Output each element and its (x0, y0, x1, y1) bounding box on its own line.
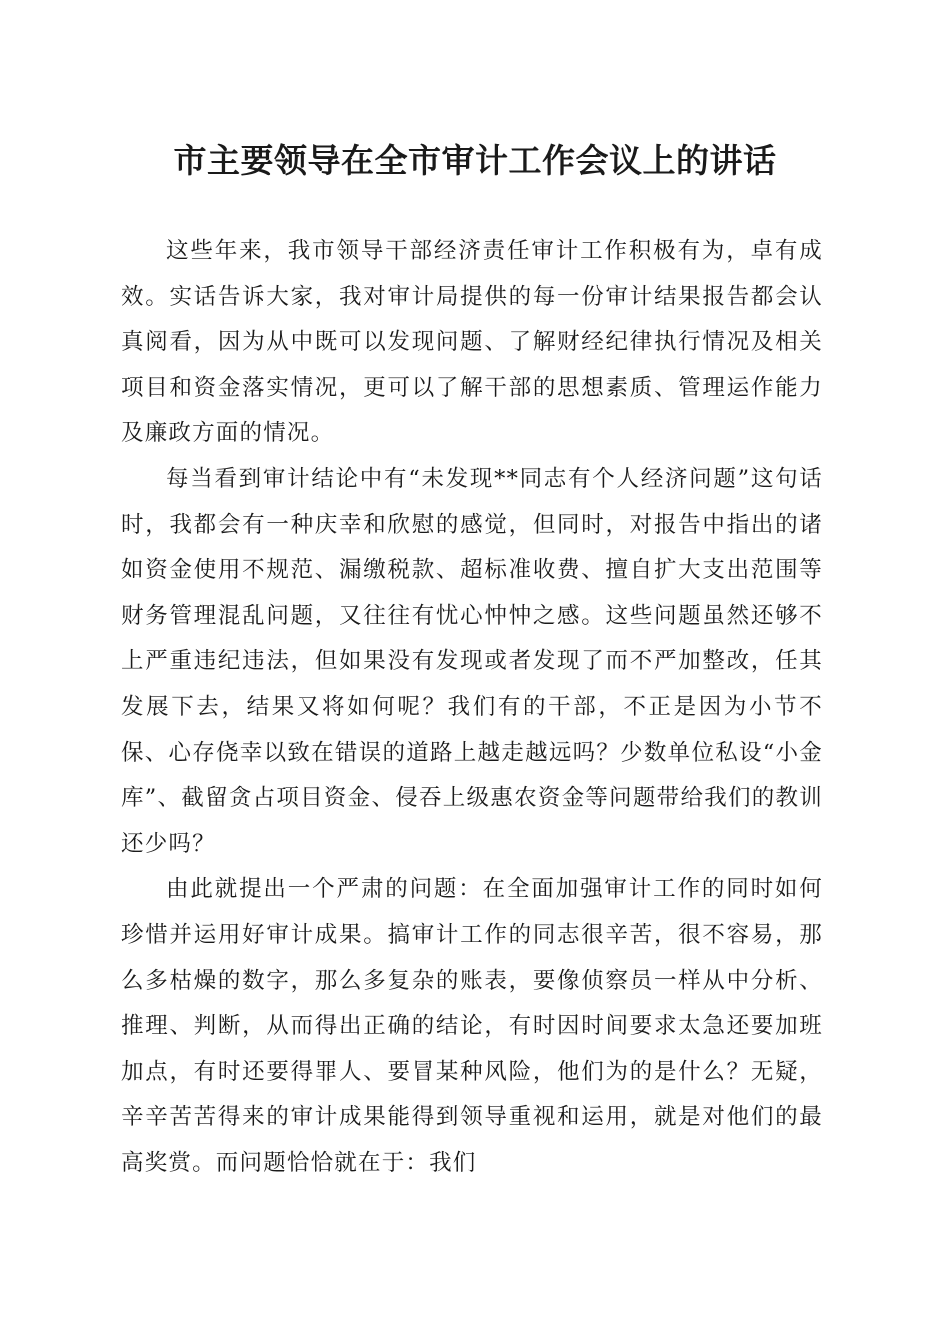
paragraph-1: 这些年来，我市领导干部经济责任审计工作积极有为，卓有成效。实话告诉大家，我对审计局提供的每一份审计结果报告都会认真阅看，因为从中既可以发现问题、了解财经纪律执行情况及相关项目和资金落实情况，更可以了解干部的思想素质、管理运作能力及廉政方面的情况。 (121, 238, 823, 447)
document-body (121, 229, 823, 1186)
paragraph-3: 由此就提出一个严肃的问题：在全面加强审计工作的同时如何珍惜并运用好审计成果。搞审计工作的同志很辛苦，很不容易，那么多枯燥的数字，那么多复杂的账表，要像侦察员一样从中分析、推理、判断，从而得出正确的结论，有时因时间要求太急还要加班加点，有时还要得罪人、要冒某种风险，他们为的是什么？无疑，辛辛苦苦得来的审计成果能得到领导重视和运用，就是对他们的最高奖赏。而问题恰恰就在于：我们 (121, 876, 823, 1176)
paragraph-2: 每当看到审计结论中有“未发现**同志有个人经济问题”这句话时，我都会有一种庆幸和欣慰的感觉，但同时，对报告中指出的诸如资金使用不规范、漏缴税款、超标准收费、擅自扩大支出范围等财务管理混乱问题，又往往有忧心忡忡之感。这些问题虽然还够不上严重违纪违法，但如果没有发现或者发现了而不严加整改，任其发展下去，结果又将如何呢？我们有的干部，不正是因为小节不保、心存侥幸以致在错误的道路上越走越远吗？少数单位私设“小金库”、截留贪占项目资金、侵吞上级惠农资金等问题带给我们的教训还少吗？ (121, 465, 823, 857)
document-title: 市主要领导在全市审计工作会议上的讲话 (173, 141, 777, 180)
